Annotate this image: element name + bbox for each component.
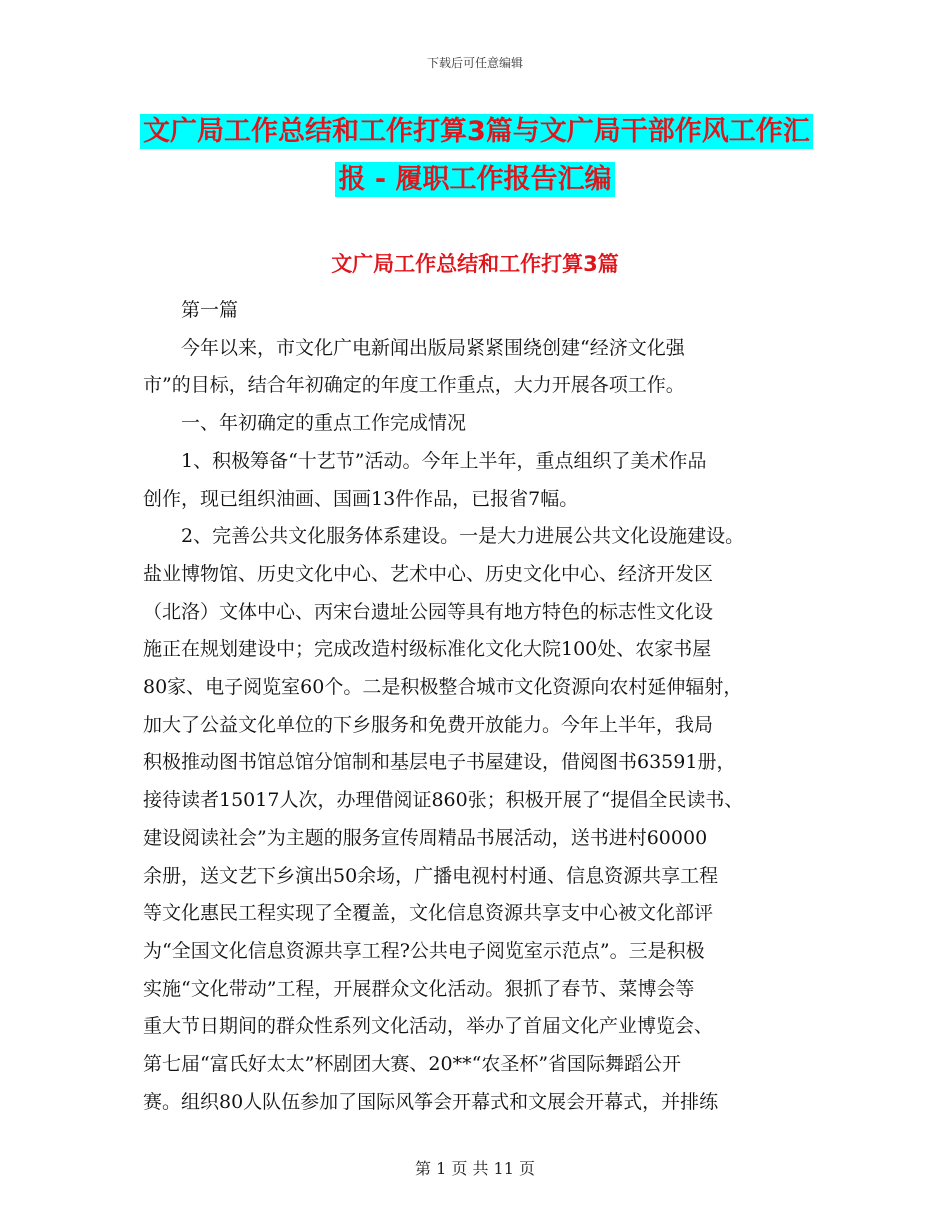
text-line: 为“全国文化信息资源共享工程?公共电子阅览室示范点”。三是积极	[143, 939, 705, 962]
text-line: 创作，现已组织油画、国画13件作品，已报省7幅。	[143, 487, 579, 510]
text-line: 重大节日期间的群众性系列文化活动，举办了首届文化产业博览会、	[143, 1015, 714, 1038]
page-footer: 第 1 页 共 11 页	[415, 1159, 535, 1178]
document-title-text: 文广局工作总结和工作打算3篇与文广局干部作风工作汇报 - 履职工作报告汇编	[140, 114, 813, 197]
text-line: 2、完善公共文化服务体系建设。一是大力进展公共文化设施建设。	[143, 525, 745, 548]
text-line: 等文化惠民工程实现了全覆盖，文化信息资源共享支中心被文化部评	[143, 902, 714, 925]
text-line: 今年以来，市文化广电新闻出版局紧紧围绕创建“经济文化强	[143, 336, 685, 359]
text-line: 第七届“富氏好太太”杯剧团大赛、20**“农圣杯”省国际舞蹈公开	[143, 1053, 682, 1076]
header-note: 下载后可任意编辑	[426, 56, 523, 70]
text-line: 积极推动图书馆总馆分馆制和基层电子书屋建设，借阅图书63591册，	[143, 751, 736, 774]
text-line: 1、积极筹备“十艺节”活动。今年上半年，重点组织了美术作品	[143, 449, 707, 472]
text-line: 赛。组织80人队伍参加了国际风筝会开幕式和文展会开幕式，并排练	[143, 1090, 719, 1113]
text-line: 市”的目标，结合年初确定的年度工作重点，大力开展各项工作。	[143, 374, 685, 397]
text-line: 建设阅读社会”为主题的服务宣传周精品书展活动，送书进村60000	[143, 826, 708, 849]
text-line: 接待读者15017人次，办理借阅证860张；积极开展了“提倡全民读书、	[143, 789, 744, 812]
text-line: 施正在规划建设中；完成改造村级标准化文化大院100处、农家书屋	[143, 638, 712, 661]
document-title	[140, 108, 810, 204]
body-text	[143, 292, 823, 1121]
text-line: 加大了公益文化单位的下乡服务和免费开放能力。今年上半年，我局	[143, 713, 714, 736]
text-line: 盐业博物馆、历史文化中心、艺术中心、历史文化中心、经济开发区	[143, 562, 714, 585]
text-line: 实施“文化带动”工程，开展群众文化活动。狠抓了春节、菜博会等	[143, 977, 695, 1000]
text-line: 一、年初确定的重点工作完成情况	[143, 412, 467, 435]
text-line: 余册，送文艺下乡演出50余场，广播电视村村通、信息资源共享工程	[143, 864, 719, 887]
text-line: （北洛）文体中心、丙宋台遗址公园等具有地方特色的标志性文化设	[143, 600, 714, 623]
text-line: 第一篇	[143, 299, 239, 321]
section-title: 文广局工作总结和工作打算3篇	[331, 252, 619, 276]
text-line: 80家、电子阅览室60个。二是积极整合城市文化资源向农村延伸辐射，	[143, 676, 743, 699]
